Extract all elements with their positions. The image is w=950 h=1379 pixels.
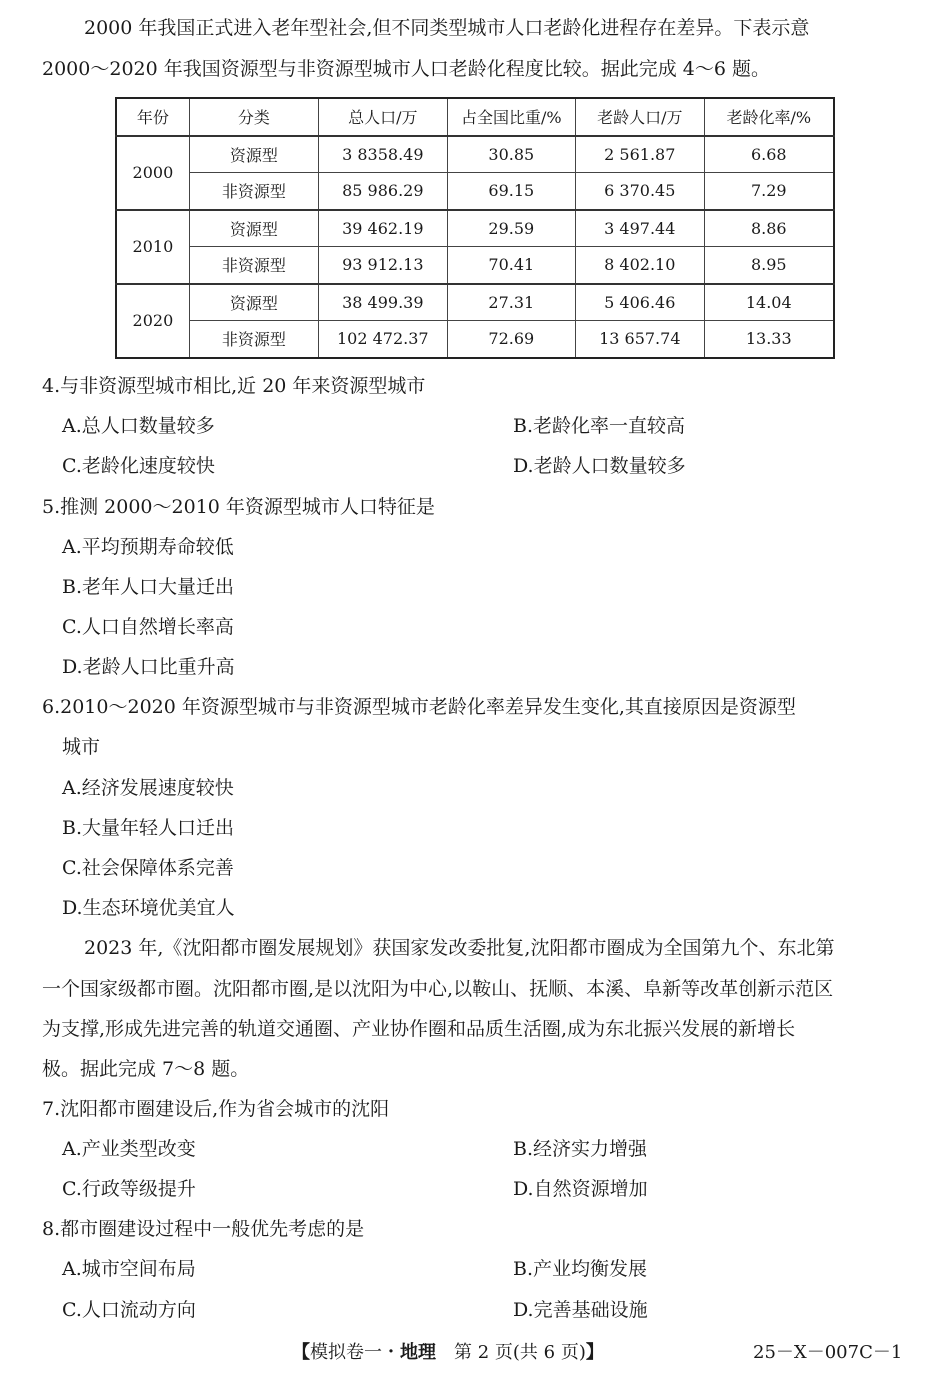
table-row — [116, 173, 834, 210]
intro-paragraph-1-line-1: 2000 年我国正式进入老年型社会,但不同类型城市人口老龄化进程存在差异。下表示意 — [84, 17, 810, 39]
question-7-option-b: B.经济实力增强 — [513, 1138, 648, 1160]
elderly-pop-cell: 5 406.46 — [576, 284, 705, 321]
question-5-option-a: A.平均预期寿命较低 — [62, 536, 234, 558]
table-row — [116, 247, 834, 284]
total-pop-cell: 85 986.29 — [319, 173, 448, 210]
question-6-stem-line-1: 6.2010～2020 年资源型城市与非资源型城市老龄化率差异发生变化,其直接原因是资源型 — [42, 696, 796, 718]
share-cell: 69.15 — [447, 173, 575, 210]
footer-bracket-close: 】 — [585, 1342, 604, 1363]
share-cell: 70.41 — [447, 247, 575, 284]
question-8-stem: 8.都市圈建设过程中一般优先考虑的是 — [42, 1218, 365, 1240]
question-8-option-b: B.产业均衡发展 — [513, 1258, 648, 1280]
question-7-option-c: C.行政等级提升 — [62, 1178, 196, 1200]
share-cell: 72.69 — [447, 321, 575, 358]
question-7-option-d: D.自然资源增加 — [513, 1178, 648, 1200]
table-row — [116, 284, 834, 321]
question-6-stem-line-2: 城市 — [62, 736, 101, 758]
aging-rate-cell: 6.68 — [704, 136, 834, 173]
total-pop-cell: 38 499.39 — [319, 284, 448, 321]
question-8-option-d: D.完善基础设施 — [513, 1299, 648, 1321]
header-elderly-population: 老龄人口/万 — [576, 98, 705, 136]
elderly-pop-cell: 2 561.87 — [576, 136, 705, 173]
elderly-pop-cell: 13 657.74 — [576, 321, 705, 358]
page-footer — [292, 1338, 604, 1364]
question-6-option-b: B.大量年轻人口迁出 — [62, 817, 235, 839]
question-5-option-c: C.人口自然增长率高 — [62, 616, 234, 638]
year-cell: 2010 — [116, 210, 189, 284]
total-pop-cell: 39 462.19 — [319, 210, 448, 247]
category-cell: 资源型 — [189, 136, 318, 173]
intro-paragraph-2-line-1: 2023 年,《沈阳都市圈发展规划》获国家发改委批复,沈阳都市圈成为全国第九个、东北第 — [84, 937, 835, 959]
header-category: 分类 — [189, 98, 318, 136]
category-cell: 资源型 — [189, 284, 318, 321]
footer-exam-name: 模拟卷一・ — [310, 1342, 400, 1363]
question-8-option-a: A.城市空间布局 — [62, 1258, 196, 1280]
elderly-pop-cell: 3 497.44 — [576, 210, 705, 247]
intro-paragraph-2-line-3: 为支撑,形成先进完善的轨道交通圈、产业协作圈和品质生活圈,成为东北振兴发展的新增长 — [42, 1018, 796, 1040]
question-5-option-b: B.老年人口大量迁出 — [62, 576, 235, 598]
question-4-option-b: B.老龄化率一直较高 — [513, 415, 686, 437]
share-cell: 30.85 — [447, 136, 575, 173]
header-total-population: 总人口/万 — [319, 98, 448, 136]
question-5-stem: 5.推测 2000～2010 年资源型城市人口特征是 — [42, 496, 435, 518]
question-4-option-d: D.老龄人口数量较多 — [513, 455, 686, 477]
question-6-option-c: C.社会保障体系完善 — [62, 857, 234, 879]
intro-paragraph-2-line-4: 极。据此完成 7～8 题。 — [42, 1058, 250, 1080]
footer-subject: 地理 — [400, 1342, 436, 1363]
total-pop-cell: 3 8358.49 — [319, 136, 448, 173]
category-cell: 非资源型 — [189, 173, 318, 210]
category-cell: 资源型 — [189, 210, 318, 247]
question-8-option-c: C.人口流动方向 — [62, 1299, 196, 1321]
intro-paragraph-1-line-2: 2000～2020 年我国资源型与非资源型城市人口老龄化程度比较。据此完成 4～6 题。 — [42, 58, 771, 80]
footer-bracket-open: 【 — [292, 1342, 310, 1363]
total-pop-cell: 102 472.37 — [319, 321, 448, 358]
table-header-row — [116, 98, 834, 136]
footer-page-info: 第 2 页(共 6 页) — [436, 1342, 586, 1363]
category-cell: 非资源型 — [189, 321, 318, 358]
aging-rate-cell: 7.29 — [704, 173, 834, 210]
table-row — [116, 321, 834, 358]
total-pop-cell: 93 912.13 — [319, 247, 448, 284]
table-row — [116, 136, 834, 173]
share-cell: 27.31 — [447, 284, 575, 321]
share-cell: 29.59 — [447, 210, 575, 247]
question-4-option-a: A.总人口数量较多 — [62, 415, 215, 437]
question-6-option-a: A.经济发展速度较快 — [62, 777, 234, 799]
aging-rate-cell: 13.33 — [704, 321, 834, 358]
header-national-share: 占全国比重/% — [447, 98, 575, 136]
header-year: 年份 — [116, 98, 189, 136]
table-row — [116, 210, 834, 247]
question-6-option-d: D.生态环境优美宜人 — [62, 897, 235, 919]
question-7-option-a: A.产业类型改变 — [62, 1138, 196, 1160]
footer-exam-code: 25－X－007C－1 — [753, 1342, 903, 1363]
header-aging-rate: 老龄化率/% — [704, 98, 834, 136]
question-5-option-d: D.老龄人口比重升高 — [62, 656, 235, 678]
year-cell: 2020 — [116, 284, 189, 358]
aging-rate-cell: 8.86 — [704, 210, 834, 247]
year-cell: 2000 — [116, 136, 189, 210]
aging-comparison-table — [115, 97, 835, 359]
elderly-pop-cell: 8 402.10 — [576, 247, 705, 284]
aging-rate-cell: 8.95 — [704, 247, 834, 284]
intro-paragraph-2-line-2: 一个国家级都市圈。沈阳都市圈,是以沈阳为中心,以鞍山、抚顺、本溪、阜新等改革创新示范区 — [42, 978, 834, 1000]
question-7-stem: 7.沈阳都市圈建设后,作为省会城市的沈阳 — [42, 1098, 390, 1120]
question-4-stem: 4.与非资源型城市相比,近 20 年来资源型城市 — [42, 375, 426, 397]
question-4-option-c: C.老龄化速度较快 — [62, 455, 215, 477]
elderly-pop-cell: 6 370.45 — [576, 173, 705, 210]
aging-rate-cell: 14.04 — [704, 284, 834, 321]
category-cell: 非资源型 — [189, 247, 318, 284]
